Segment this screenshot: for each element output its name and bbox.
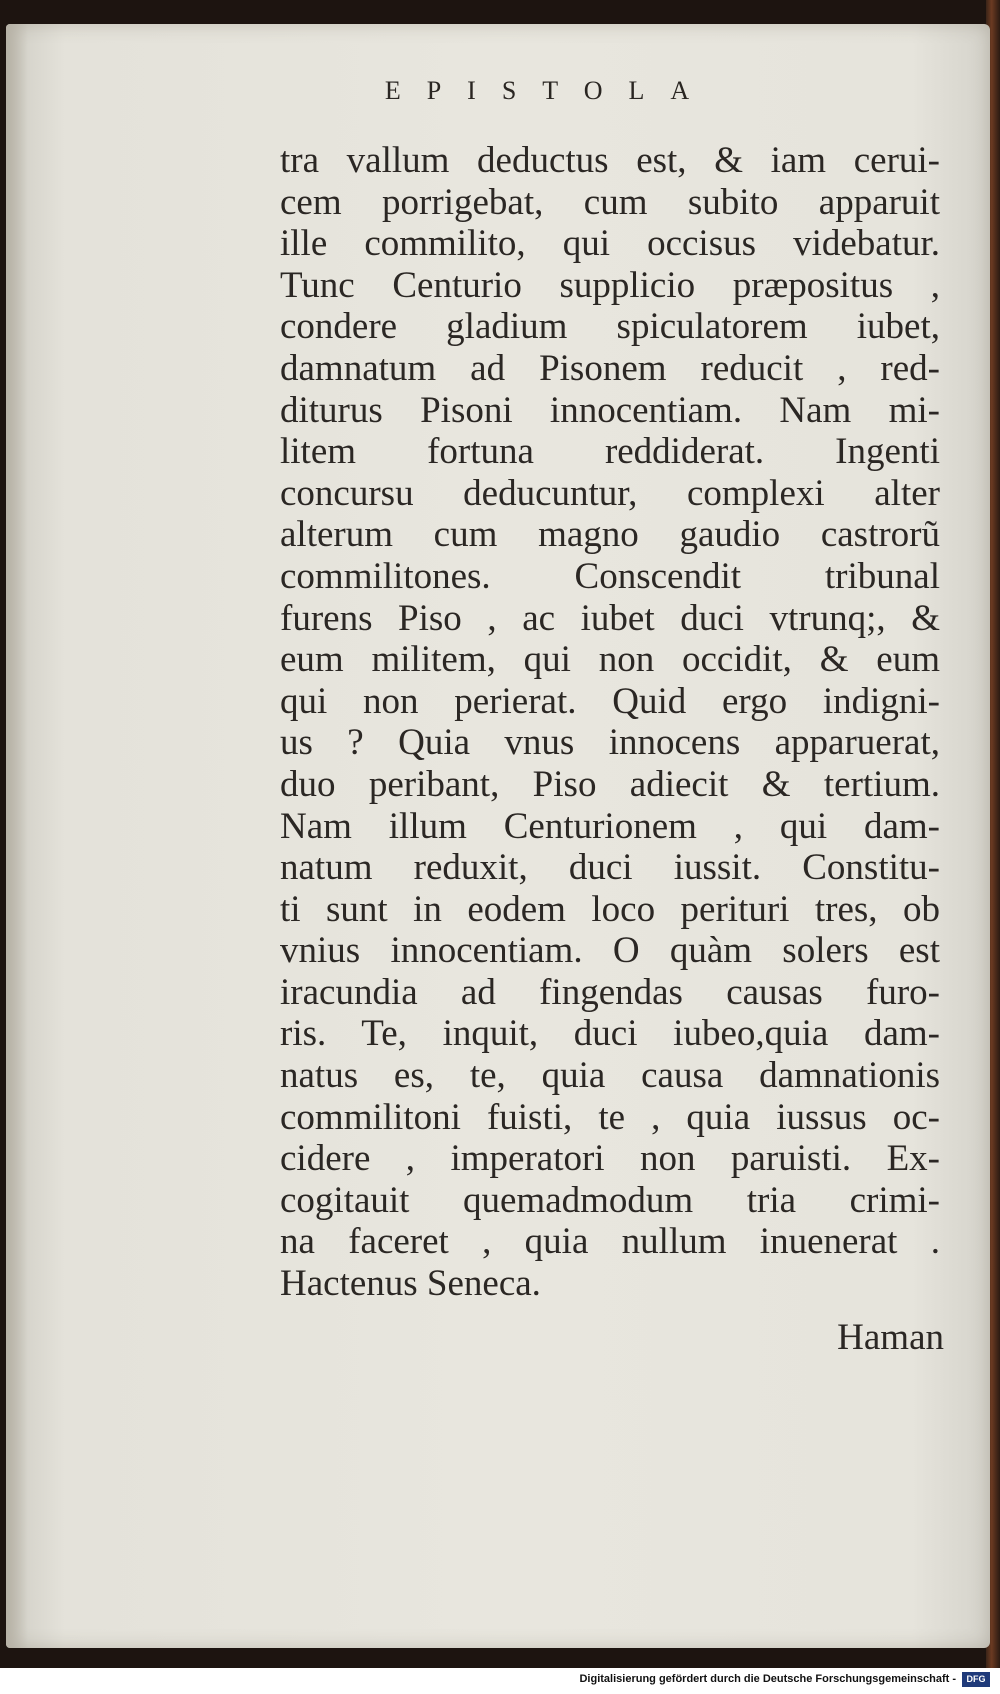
dfg-logo: DFG bbox=[962, 1672, 990, 1687]
text-line: us ? Quia vnus innocens apparuerat, bbox=[280, 722, 940, 764]
text-line: condere gladium spiculatorem iubet, bbox=[280, 306, 940, 348]
text-line: cidere , imperatori non paruisti. Ex- bbox=[280, 1138, 940, 1180]
running-head: EPISTOLA bbox=[384, 76, 716, 105]
body-text bbox=[280, 140, 940, 1305]
text-line: natum reduxit, duci iussit. Constitu- bbox=[280, 847, 940, 889]
text-line: tra vallum deductus est, & iam cerui- bbox=[280, 140, 940, 181]
funding-credit: Digitalisierung gefördert durch die Deutsche Forschungsgemeinschaft - bbox=[579, 1673, 956, 1685]
text-line: damnatum ad Pisonem reducit , red- bbox=[280, 347, 940, 389]
text-line: duo peribant, Piso adiecit & tertium. bbox=[280, 763, 940, 805]
text-line: iracundia ad fingendas causas furo- bbox=[280, 971, 940, 1013]
text-line: cogitauit quemadmodum tria crimi- bbox=[280, 1179, 940, 1221]
text-line: diturus Pisoni innocentiam. Nam mi- bbox=[280, 389, 940, 431]
text-line: Nam illum Centurionem , qui dam- bbox=[280, 805, 940, 847]
text-line: alterum cum magno gaudio castrorũ bbox=[280, 514, 940, 556]
text-line: vnius innocentiam. O quàm solers est bbox=[280, 930, 940, 972]
text-line: concursu deducuntur, complexi alter bbox=[280, 472, 940, 514]
text-line: cem porrigebat, cum subito apparuit bbox=[280, 181, 940, 223]
digitization-footer bbox=[0, 1668, 1000, 1694]
catchword: Haman bbox=[837, 1317, 944, 1358]
text-line: furens Piso , ac iubet duci vtrunq;, & bbox=[280, 597, 940, 639]
text-line: eum militem, qui non occidit, & eum bbox=[280, 639, 940, 681]
text-line: ti sunt in eodem loco perituri tres, ob bbox=[280, 888, 940, 930]
text-line: ris. Te, inquit, duci iubeo,quia dam- bbox=[280, 1013, 940, 1055]
text-line: natus es, te, quia causa damnationis bbox=[280, 1055, 940, 1097]
text-line: Tunc Centurio supplicio præpositus , bbox=[280, 264, 940, 306]
text-line: na faceret , quia nullum inuenerat . bbox=[280, 1221, 940, 1263]
text-line: Hactenus Seneca. bbox=[280, 1263, 541, 1305]
text-line: commilitoni fuisti, te , quia iussus oc- bbox=[280, 1096, 940, 1138]
page-gutter-shadow bbox=[6, 24, 28, 1648]
text-line: ille commilito, qui occisus videbatur. bbox=[280, 223, 940, 265]
text-line: qui non perierat. Quid ergo indigni- bbox=[280, 680, 940, 722]
text-line: litem fortuna reddiderat. Ingenti bbox=[280, 431, 940, 473]
text-line: commilitones. Conscendit tribunal bbox=[280, 555, 940, 597]
